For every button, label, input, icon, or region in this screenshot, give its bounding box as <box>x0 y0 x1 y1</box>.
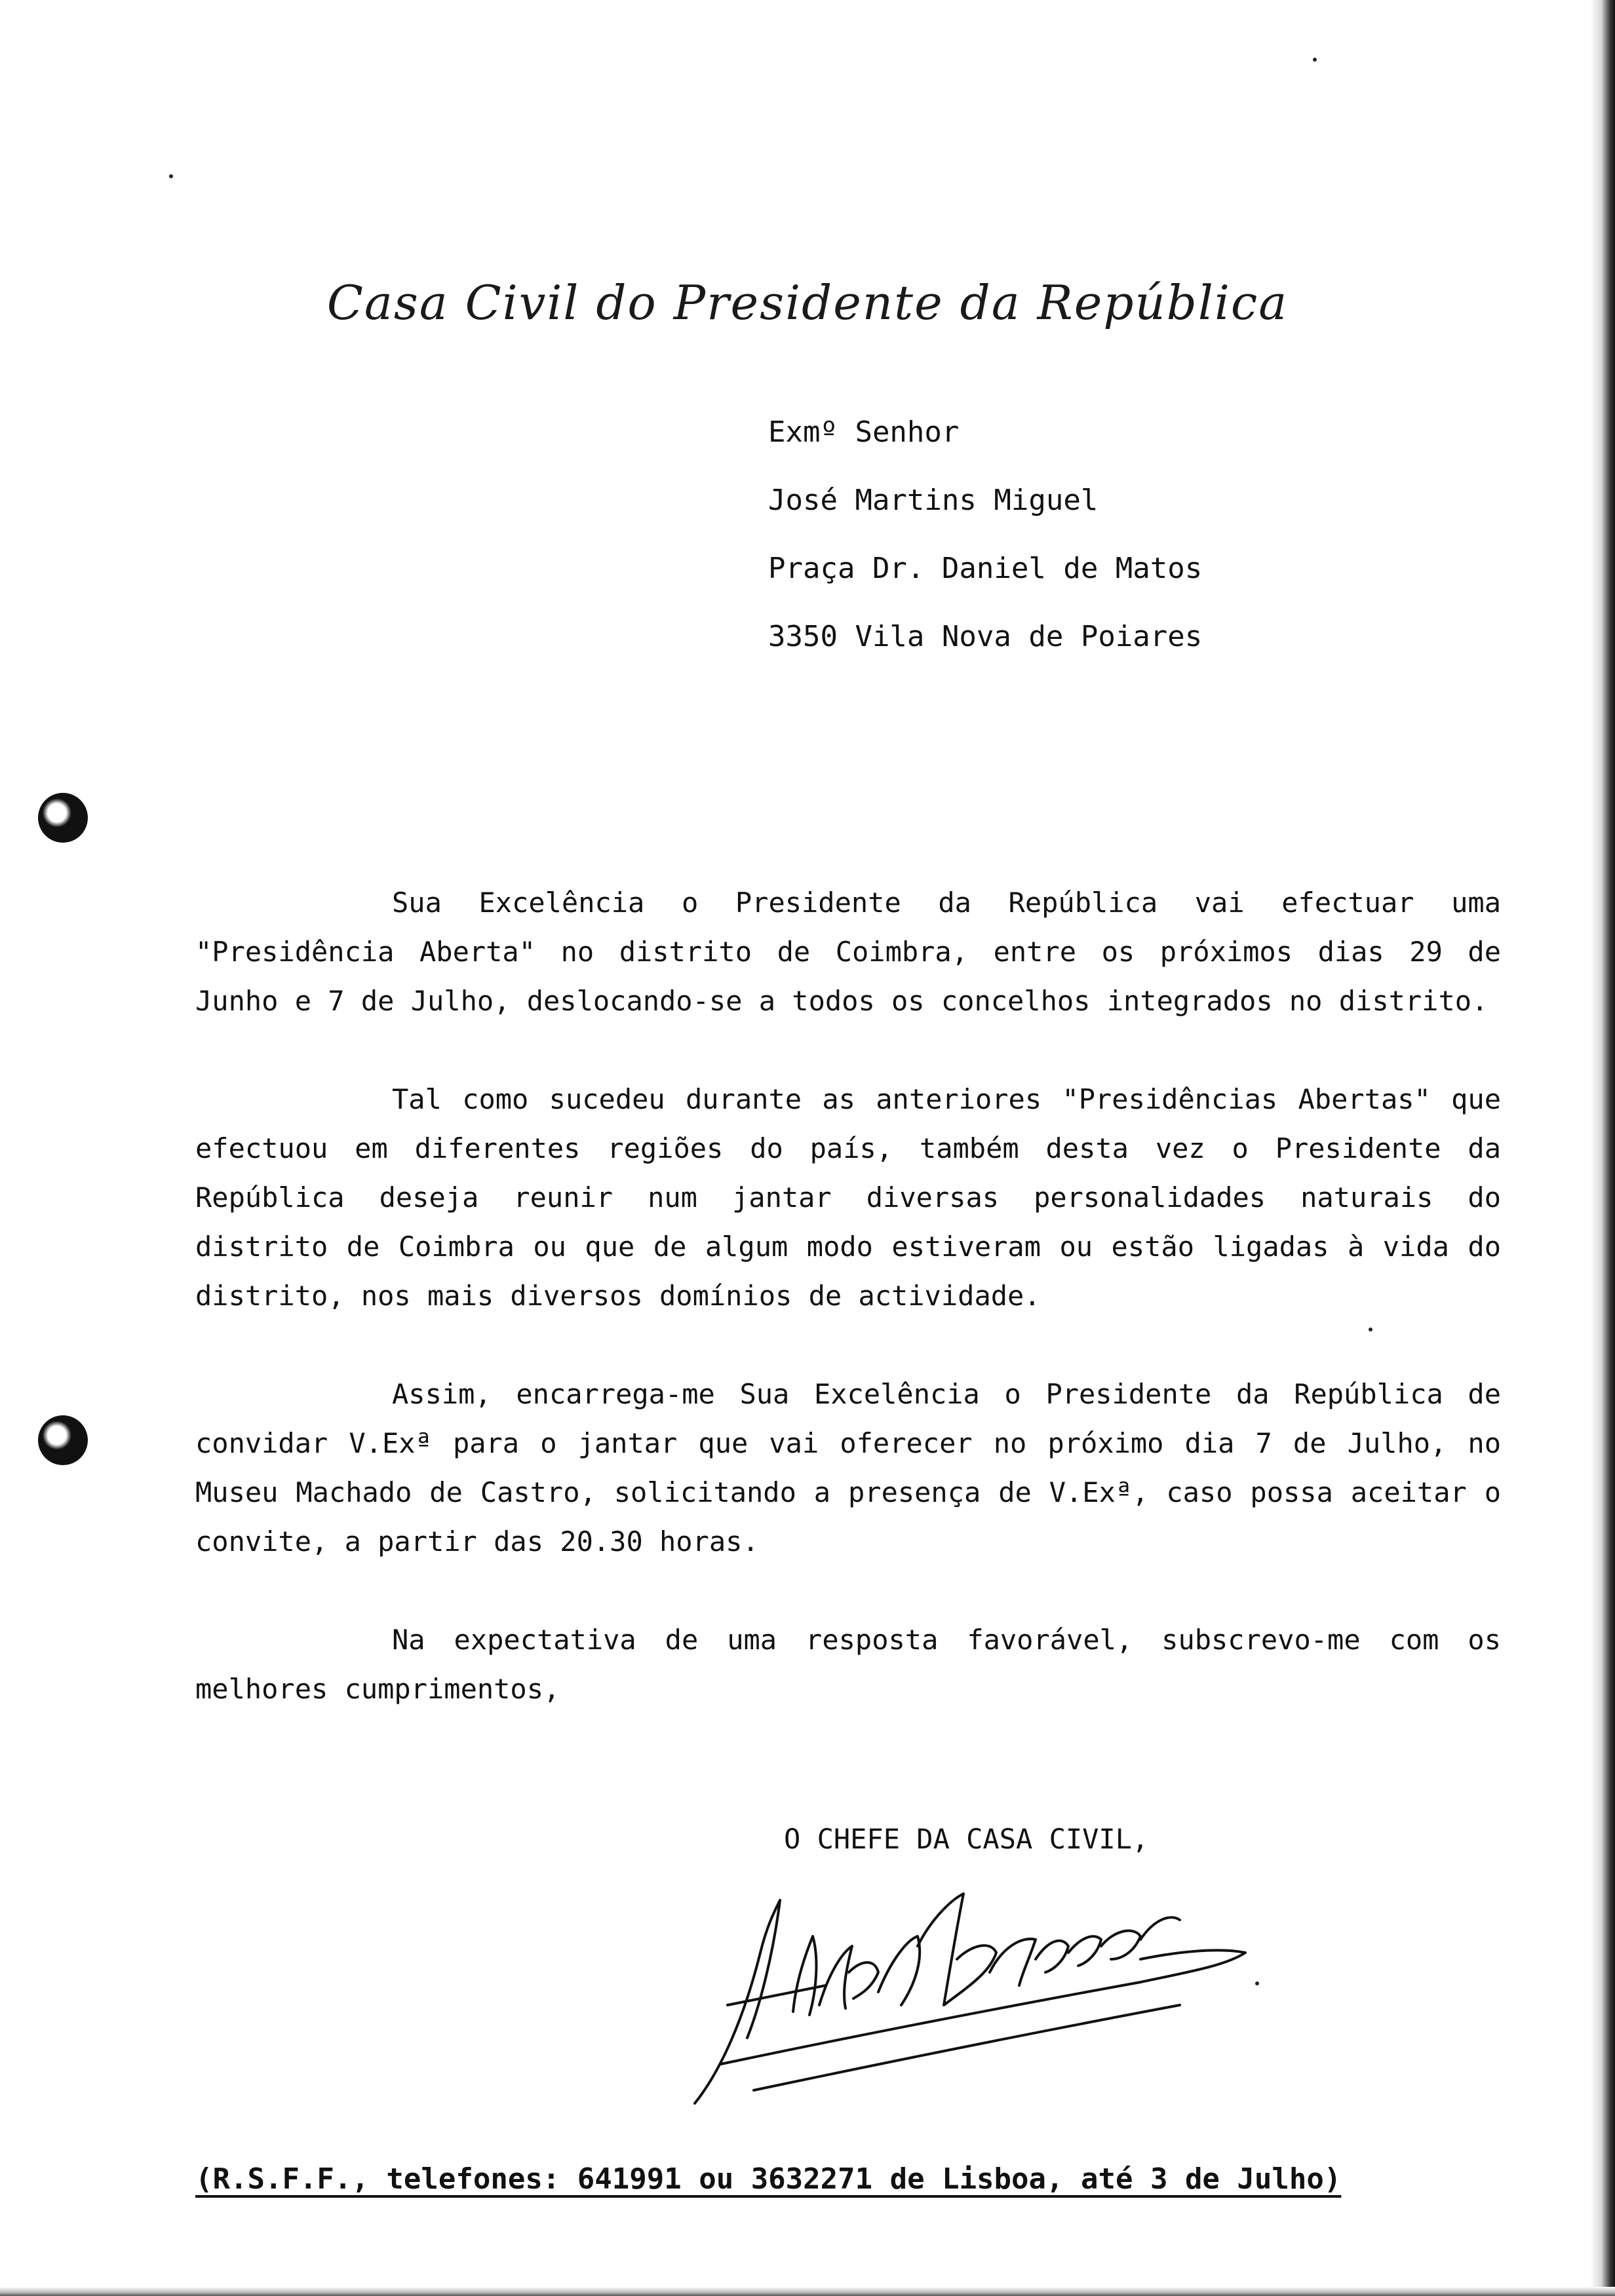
scan-speck <box>169 174 173 178</box>
recipient-city: 3350 Vila Nova de Poiares <box>768 620 1203 653</box>
punch-hole-top <box>38 793 88 843</box>
letterhead-title: Casa Civil do Presidente da República <box>326 275 1289 330</box>
scan-edge-right <box>1590 0 1615 2296</box>
recipient-salutation: Exmº Senhor <box>768 415 960 449</box>
handwritten-signature <box>682 1874 1258 2110</box>
recipient-address <box>768 398 1202 671</box>
scan-edge-bottom <box>0 2287 1615 2296</box>
scan-speck <box>1313 58 1317 62</box>
recipient-name: José Martins Miguel <box>768 484 1099 517</box>
recipient-street: Praça Dr. Daniel de Matos <box>768 552 1203 585</box>
body-paragraph: Tal como sucedeu durante as anteriores "Presidências Abertas" que efectuou em diferentes regiões do país, também desta vez o Presidente da República deseja reunir num jantar diversas personalidades naturais do distrito de Coimbra ou que de algum modo estiveram ou estão ligadas à vida do distrito, nos mais diversos domínios de actividade. <box>195 1083 1501 1312</box>
body-paragraph: Sua Excelência o Presidente da República vai efectuar uma "Presidência Aberta" no distrito de Coimbra, entre os próximos dias 29 de Junho e 7 de Julho, deslocando-se a todos os concelhos integrados no distrito. <box>195 887 1501 1017</box>
punch-hole-bottom <box>38 1415 88 1465</box>
letter-body <box>195 878 1501 1763</box>
body-paragraph: Na expectativa de uma resposta favorável, subscrevo-me com os melhores cumprimentos, <box>195 1624 1501 1705</box>
body-paragraph: Assim, encarrega-me Sua Excelência o Presidente da República de convidar V.Exª para o jantar que vai oferecer no próximo dia 7 de Julho, no Museu Machado de Castro, solicitando a presença de V.Exª, caso possa aceitar o convite, a partir das 20.30 horas. <box>195 1378 1501 1558</box>
footer-note: (R.S.F.F., telefones: 641991 ou 3632271 de Lisboa, até 3 de Julho) <box>195 2162 1342 2196</box>
closing-title: O CHEFE DA CASA CIVIL, <box>784 1823 1149 1855</box>
